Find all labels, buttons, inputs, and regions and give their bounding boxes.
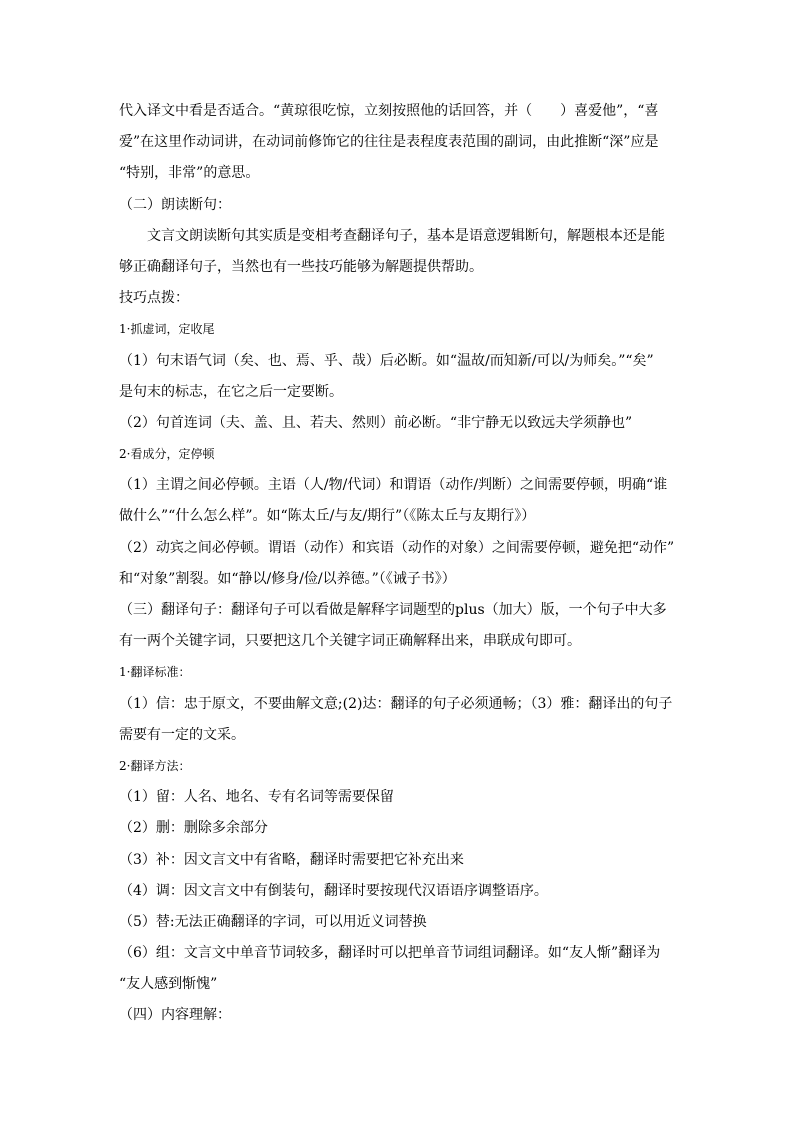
paragraph-line: “特别，非常”的意思。 [119, 165, 260, 182]
numbered-heading: 2·翻译方法： [119, 758, 191, 773]
list-item: （1）信：忠于原文，不要曲解文意;(2)达：翻译的句子必须通畅；（3）雅：翻译出的句子 [119, 695, 673, 712]
paragraph-line: 爱”在这里作动词讲，在动词前修饰它的往往是表程度表范围的副词，由此推断“深”应是 [119, 134, 659, 151]
list-item-continuation: 需要有一定的文采。 [119, 726, 245, 743]
list-item: （2）句首连词（夫、盖、且、若夫、然则）前必断。“非宁静无以致远夫学须静也” [119, 414, 633, 431]
list-item: （5）替:无法正确翻译的字词，可以用近义词替换 [119, 913, 427, 930]
section-heading: （三）翻译句子：翻译句子可以看做是解释字词题型的plus（加大）版，一个句子中大多 [119, 602, 667, 618]
paragraph-line: 文言文朗读断句其实质是变相考查翻译句子，基本是语意逻辑断句，解题根本还是能 [147, 227, 665, 244]
subheading: 技巧点拨： [119, 290, 189, 307]
document-page [119, 96, 681, 1032]
list-item-continuation: 做什么”“什么怎么样”。如“陈太丘/与友/期行”（《陈太丘与友期行》） [119, 508, 536, 525]
list-item: （6）组：文言文中单音节词较多，翻译时可以把单音节词组词翻译。如“友人惭”翻译为 [119, 945, 661, 962]
list-item: （4）调：因文言文中有倒装句，翻译时要按现代汉语语序调整语序。 [119, 882, 548, 899]
paragraph-line: 代入译文中看是否适合。“黄琼很吃惊，立刻按照他的话回答，并（ ）喜爱他”，“喜 [119, 103, 659, 119]
section-heading: （四）内容理解： [119, 1007, 231, 1024]
list-item-continuation: 是句末的标志，在它之后一定要断。 [119, 383, 343, 400]
list-item: （1）留：人名、地名、专有名词等需要保留 [119, 789, 394, 806]
list-item: （3）补：因文言文中有省略，翻译时需要把它补充出来 [119, 851, 464, 868]
list-item-continuation: “友人感到惭愧” [119, 976, 218, 993]
numbered-heading: 1·翻译标准： [119, 665, 191, 680]
list-item: （1）主谓之间必停顿。主语（人/物/代词）和谓语（动作/判断）之间需要停顿，明确“谁 [119, 477, 668, 494]
list-item-continuation: 和“对象”割裂。如“静以/修身/俭/以养德。”（《诫子书》） [119, 570, 456, 587]
numbered-heading: 1·抓虚词，定收尾 [119, 322, 215, 337]
list-item: （2）动宾之间必停顿。谓语（动作）和宾语（动作的对象）之间需要停顿，避免把“动作” [119, 539, 675, 556]
paragraph-line: 够正确翻译句子，当然也有一些技巧能够为解题提供帮助。 [119, 258, 483, 275]
section-heading: （二）朗读断句： [119, 196, 231, 213]
paragraph-line: 有一两个关键字词，只要把这几个关键字词正确解释出来，串联成句即可。 [119, 633, 581, 650]
numbered-heading: 2·看成分，定停顿 [119, 447, 215, 462]
list-item: （2）删：删除多余部分 [119, 820, 268, 837]
list-item: （1）句末语气词（矣、也、焉、乎、哉）后必断。如“温故/而知新/可以/为师矣。”“矣” [119, 352, 654, 369]
